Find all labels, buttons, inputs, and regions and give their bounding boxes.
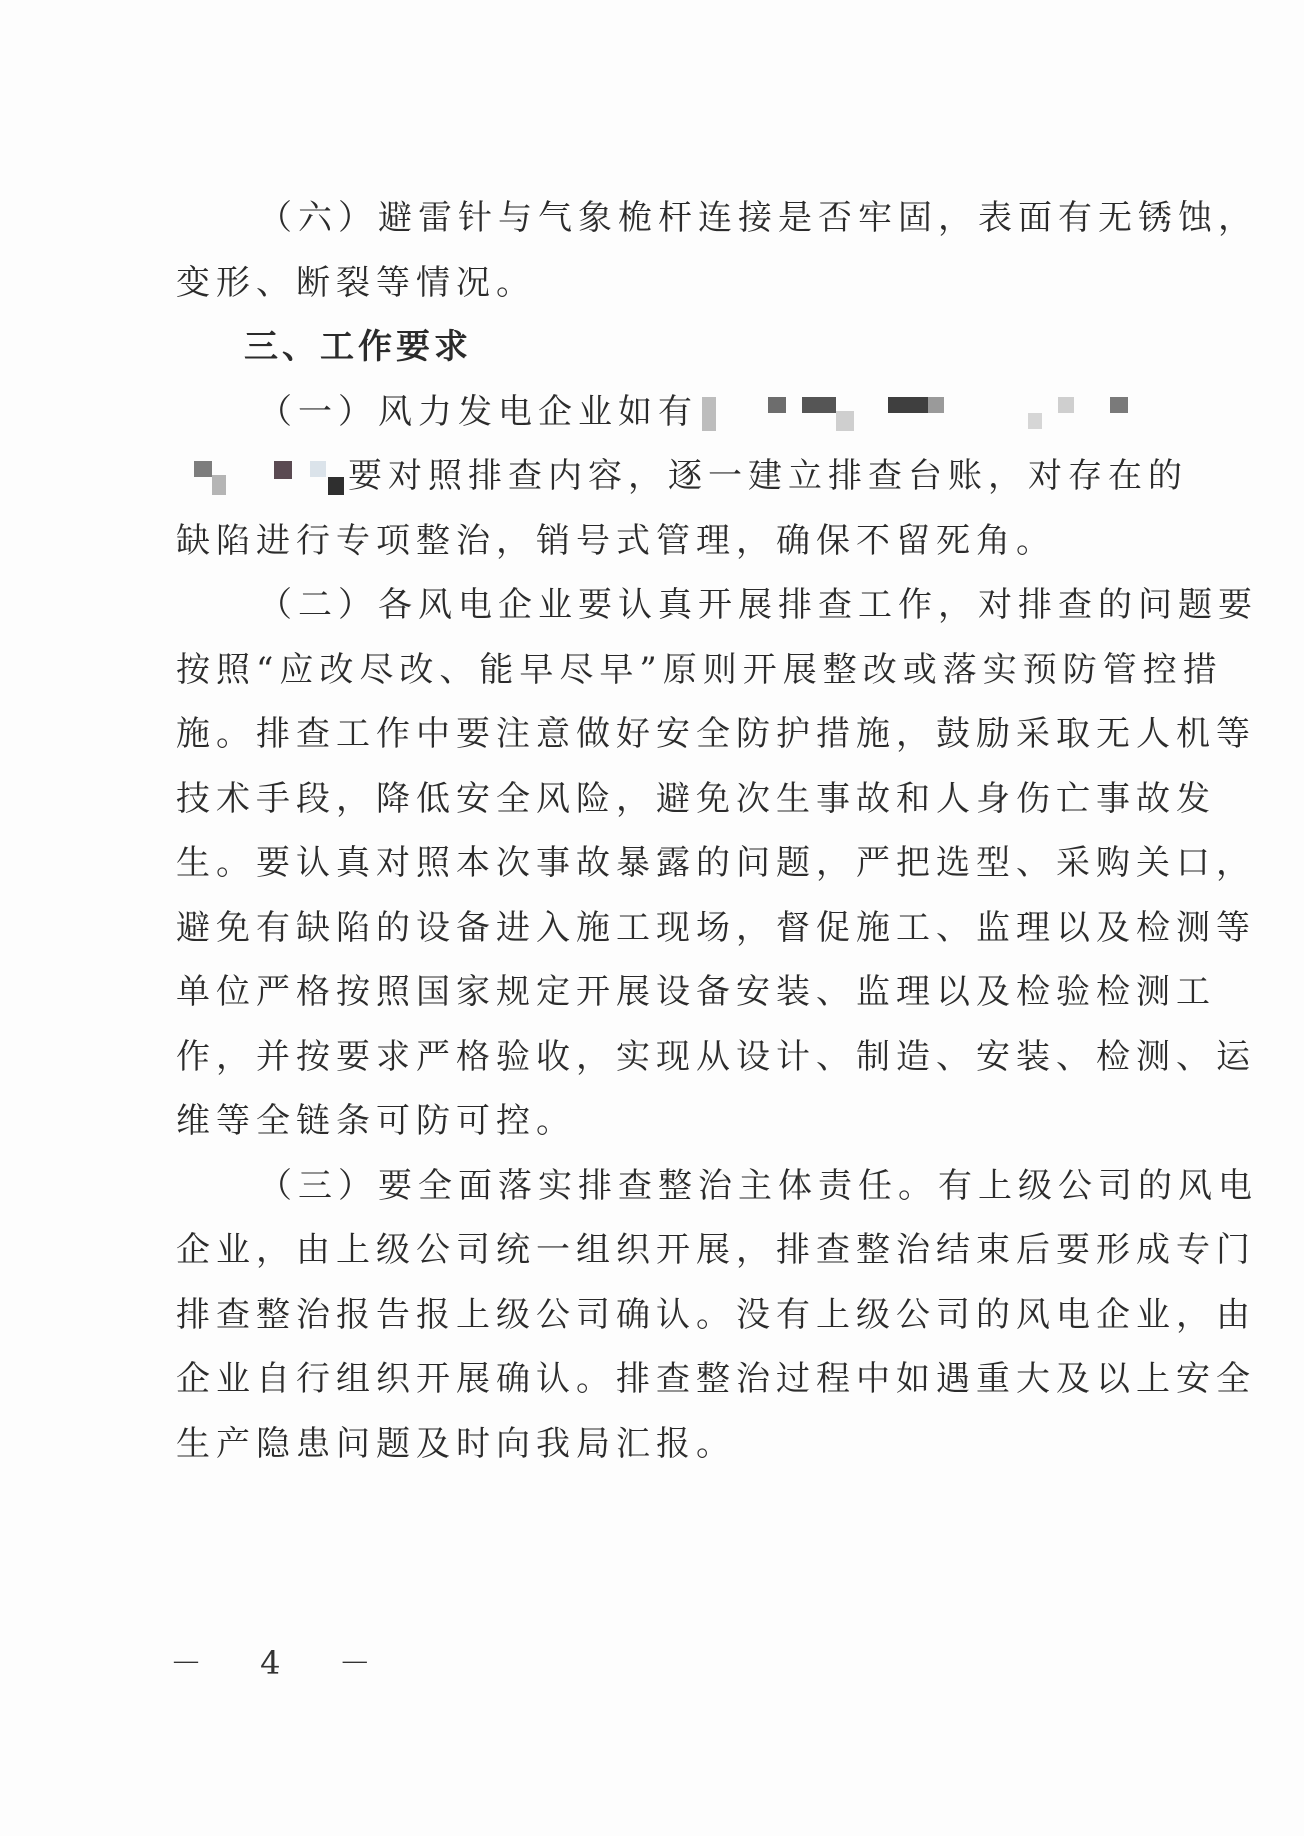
text-line: 排查整治报告报上级公司确认。没有上级公司的风电企业，由 — [176, 1294, 1256, 1335]
text-line: 避免有缺陷的设备进入施工现场，督促施工、监理以及检测等 — [176, 907, 1256, 948]
text-line: 缺陷进行专项整治，销号式管理，确保不留死角。 — [176, 520, 1056, 561]
text-line: （六）避雷针与气象桅杆连接是否牢固，表面有无锈蚀， — [258, 198, 1258, 238]
text-line: 维等全链条可防可控。 — [176, 1101, 576, 1141]
text-line: 作，并按要求严格验收，实现从设计、制造、安装、检测、运 — [176, 1036, 1256, 1077]
section-heading: 三、工作要求 — [244, 327, 472, 367]
text-segment: （一）风力发电企业如有 — [258, 391, 698, 432]
document-body — [176, 186, 1258, 1476]
redacted-mosaic — [176, 461, 348, 495]
text-line: 变形、断裂等情况。 — [176, 262, 536, 303]
text-line: 单位严格按照国家规定开展设备安装、监理以及检验检测工 — [176, 972, 1216, 1012]
text-line: 企业，由上级公司统一组织开展，排查整治结束后要形成专门 — [176, 1230, 1256, 1270]
text-line: 施。排查工作中要注意做好安全防护措施，鼓励采取无人机等 — [176, 714, 1256, 754]
text-segment: 要对照排查内容，逐一建立排查台账，对存在的 — [348, 456, 1188, 496]
requirement-1 — [176, 380, 1188, 574]
text-line: 按照“应改尽改、能早尽早”原则开展整改或落实预防管控措 — [176, 649, 1223, 690]
text-line — [176, 444, 1188, 509]
text-line: 技术手段，降低安全风险，避免次生事故和人身伤亡事故发 — [176, 778, 1216, 819]
page-number: － 4 － — [170, 1644, 395, 1682]
text-line — [176, 380, 1152, 445]
text-line: 生产隐患问题及时向我局汇报。 — [176, 1423, 736, 1464]
requirement-2 — [176, 573, 1258, 1154]
text-line: （三）要全面落实排查整治主体责任。有上级公司的风电 — [258, 1165, 1258, 1206]
text-line: 企业自行组织开展确认。排查整治过程中如遇重大及以上安全 — [176, 1359, 1256, 1399]
text-line: 生。要认真对照本次事故暴露的问题，严把选型、采购关口， — [176, 843, 1256, 883]
redacted-mosaic — [698, 397, 1130, 431]
text-line: （二）各风电企业要认真开展排查工作，对排查的问题要 — [258, 585, 1258, 625]
requirement-3 — [176, 1154, 1258, 1477]
paragraph-item-6 — [176, 186, 1258, 315]
